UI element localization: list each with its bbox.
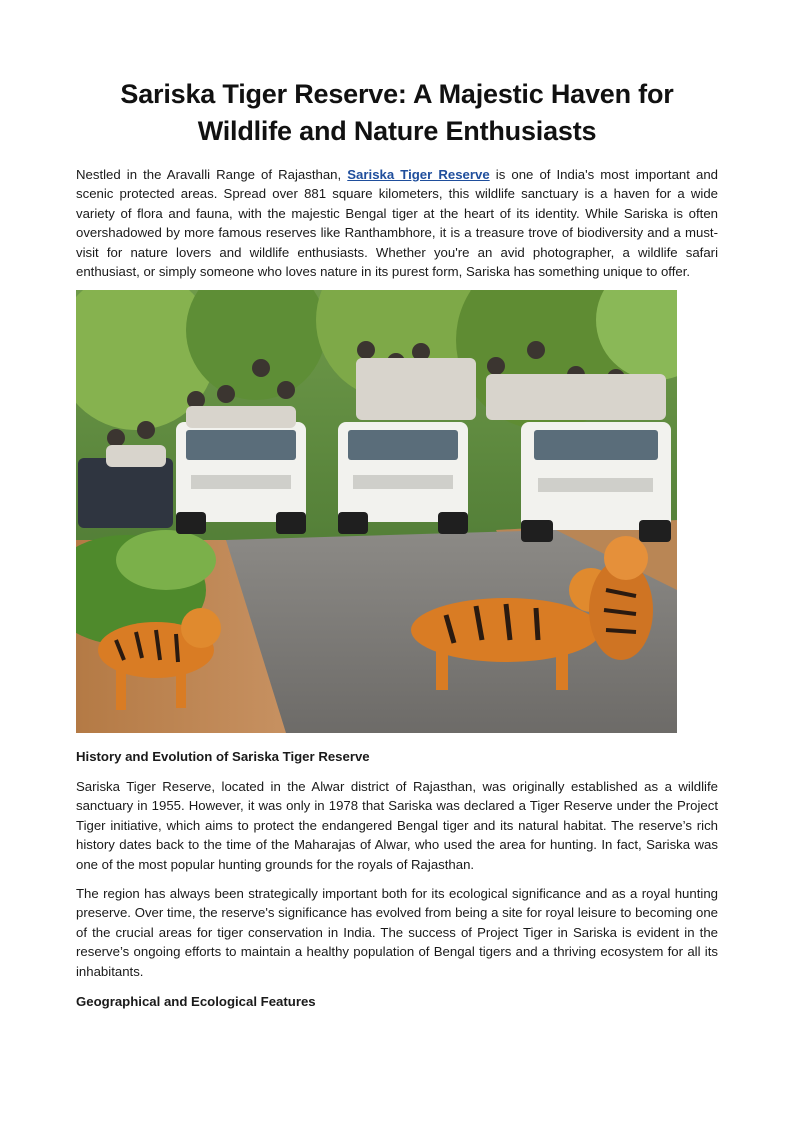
sariska-link[interactable]: Sariska Tiger Reserve (347, 167, 490, 182)
safari-tigers-photo (76, 290, 677, 733)
history-heading: History and Evolution of Sariska Tiger Reserve (76, 749, 370, 764)
history-paragraph-2: The region has always been strategically important both for its ecological significance and as a royal hunting preserve. Over time, the reserve's significance has evolved from being a site for royal leisure to becoming one of the crucial areas for tiger conservation in India. The success of Project Tiger in Sariska is evident in the reserve’s ongoing efforts to maintain a healthy population of Bengal tigers and a thriving ecosystem for all its inhabitants. (76, 886, 718, 979)
page-title: Sariska Tiger Reserve: A Majestic Haven for Wildlife and Nature Enthusiasts (120, 79, 674, 146)
history-paragraph-1: Sariska Tiger Reserve, located in the Alwar district of Rajasthan, was originally established as a wildlife sanctuary in 1955. However, it was only in 1978 that Sariska was declared a Tiger Reserve under the Project Tiger initiative, which aims to protect the endangered Bengal tiger and its natural habitat. The reserve’s rich history dates back to the time of the Maharajas of Alwar, who used the area for hunting. In fact, Sariska was one of the most popular hunting grounds for the royals of Rajasthan. (76, 779, 718, 872)
intro-paragraph (76, 165, 718, 281)
geography-heading: Geographical and Ecological Features (76, 994, 316, 1009)
intro-text-start: Nestled in the Aravalli Range of Rajasthan, (76, 167, 348, 182)
intro-text-end: is one of India's most important and scenic protected areas. Spread over 881 square kilometers, this wildlife sanctuary is a haven for a wide variety of flora and fauna, with the majestic Bengal tiger at the heart of its identity. While Sariska is often overshadowed by more famous reserves like Ranthambhore, it is a treasure trove of biodiversity and a must-visit for nature lovers and wildlife enthusiasts. Whether you're an avid photographer, a wildlife safari enthusiast, or simply someone who loves nature in its purest form, Sariska has something unique to offer. (76, 167, 719, 280)
